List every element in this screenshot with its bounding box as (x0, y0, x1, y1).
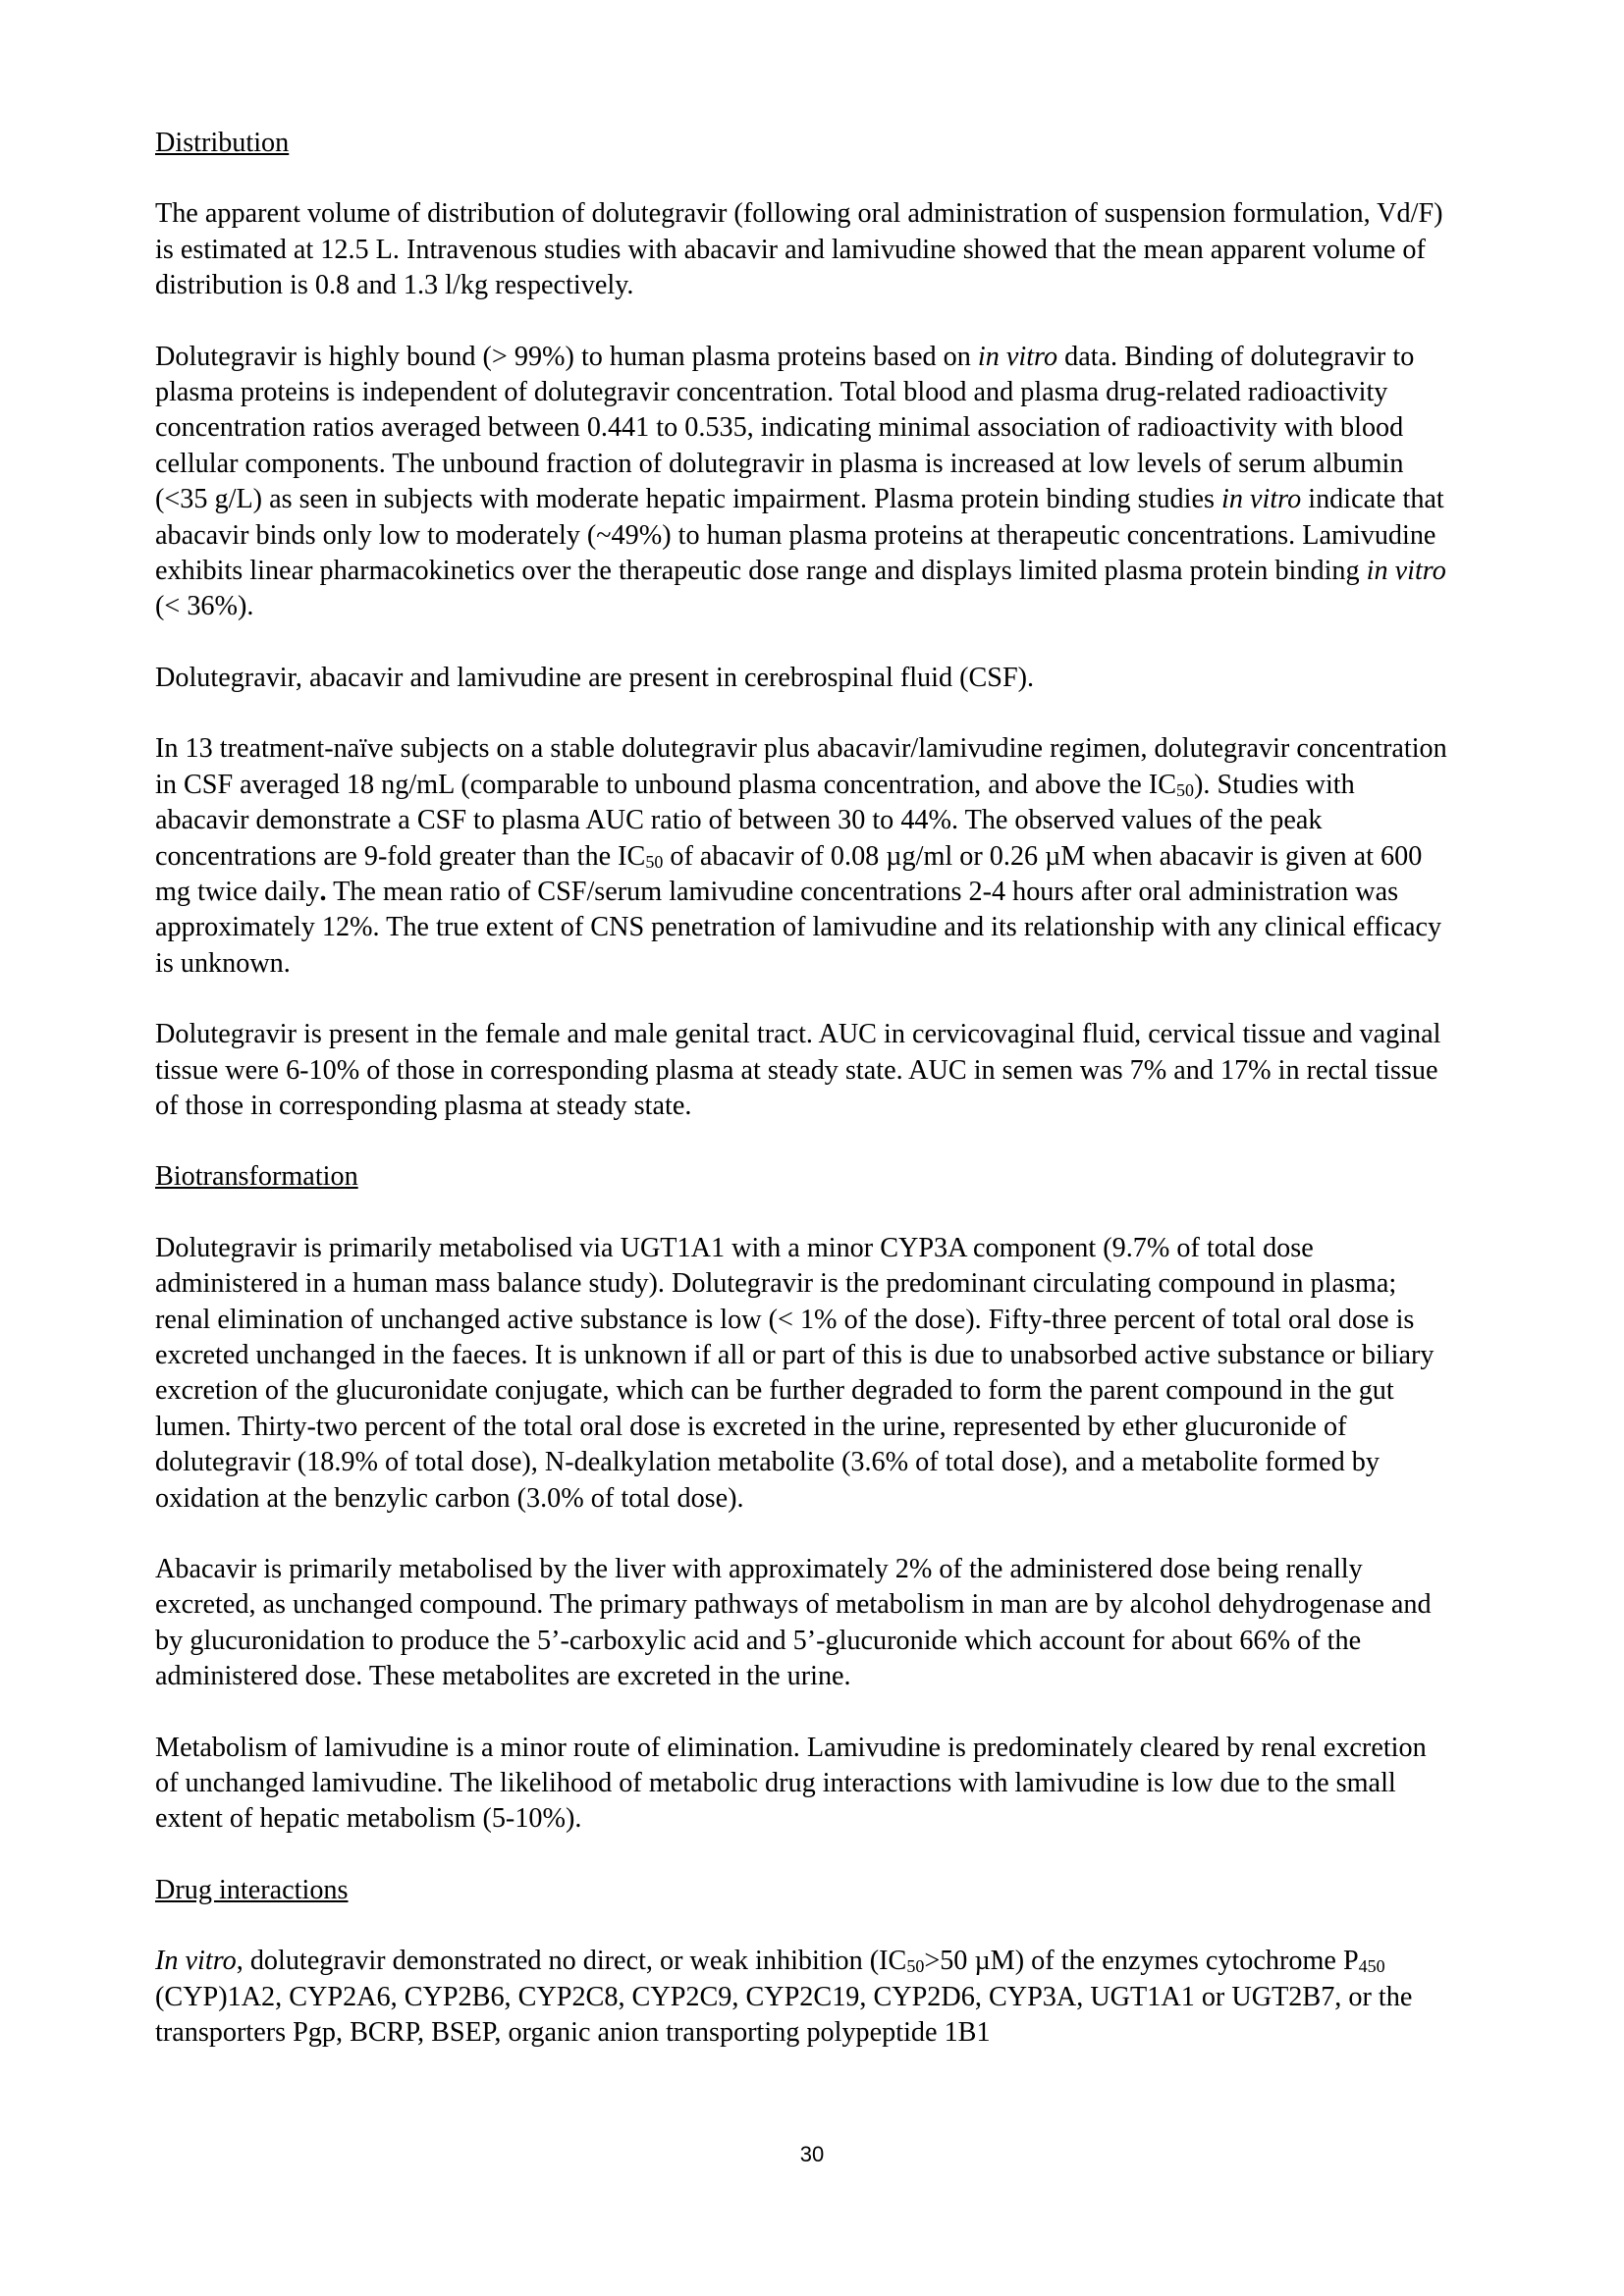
subscript: 50 (906, 1956, 925, 1977)
italic-text: in vitro (1221, 484, 1302, 515)
text-run: (CYP)1A2, CYP2A6, CYP2B6, CYP2C8, CYP2C9, CYP2C19, CYP2D6, CYP3A, UGT1A1 or UGT2B7, or the transporters Pgp, BCRP, BSEP, organic anion transporting polypeptide 1B1 (155, 1981, 1413, 2049)
text-run: indicate that abacavir binds only low to moderately (~49%) to human plasma proteins at therapeutic concentrations. Lamivudine exhibits linear pharmacokinetics over the therapeutic dose range and displays limited plasma protein binding (155, 484, 1444, 587)
subscript: 50 (1176, 779, 1195, 800)
section-heading-drug-interactions: Drug interactions (155, 1874, 349, 1905)
biotransformation-paragraph-3: Metabolism of lamivudine is a minor route of elimination. Lamivudine is predominately cleared by renal excretion of unchanged lamivudine. The likelihood of metabolic drug interactions with lamivudine is low due to the small extent of hepatic metabolism (5-10%). (155, 1732, 1427, 1835)
text-run: The mean ratio of CSF/serum lamivudine concentrations 2-4 hours after oral administration was approximately 12%. The true extent of CNS penetration of lamivudine and its relationship with any clinical efficacy is unknown. (155, 876, 1442, 979)
section-heading-biotransformation: Biotransformation (155, 1161, 358, 1193)
text-run: data. Binding of dolutegravir to plasma proteins is independent of dolutegravir concentration. Total blood and plasma drug-related radioactivity concentration ratios averaged between 0.441 to 0.535, indicating minimal association of radioactivity with blood cellular components. The unbound fraction of dolutegravir in plasma is increased at low levels of serum albumin (<35 g/L) as seen in subjects with moderate hepatic impairment. Plasma protein binding studies (155, 341, 1415, 515)
text-run: ). Studies with abacavir demonstrate a CSF to plasma AUC ratio of between 30 to 44%. The observed values of the peak concentrations are 9-fold greater than the IC (155, 769, 1355, 872)
italic-text: in vitro (977, 341, 1058, 372)
distribution-paragraph-2 (155, 340, 1451, 625)
distribution-paragraph-1: The apparent volume of distribution of dolutegravir (following oral administration of suspension formulation, Vd/F) is estimated at 12.5 L. Intravenous studies with abacavir and lamivudine showed that the mean apparent volume of distribution is 0.8 and 1.3 l/kg respectively. (155, 198, 1443, 301)
text-run: (< 36%). (155, 591, 254, 622)
distribution-paragraph-4 (155, 731, 1451, 982)
italic-text: In vitro (155, 1946, 237, 1977)
bold-text: . (319, 876, 327, 907)
subscript: 450 (1358, 1956, 1385, 1977)
section-heading-distribution: Distribution (155, 128, 290, 158)
biotransformation-paragraph-2: Abacavir is primarily metabolised by the liver with approximately 2% of the administered dose being renally excreted, as unchanged compound. The primary pathways of metabolism in man are by alcohol dehydrogenase and by glucuronidation to produce the 5’-carboxylic acid and 5’-glucuronide which account for about 66% of the administered dose. These metabolites are excreted in the urine. (155, 1554, 1432, 1692)
subscript: 50 (645, 851, 664, 872)
text-run: , dolutegravir demonstrated no direct, or weak inhibition (IC (236, 1946, 907, 1977)
text-run: In 13 treatment-naïve subjects on a stable dolutegravir plus abacavir/lamivudine regimen, dolutegravir concentration in CSF averaged 18 ng/mL (comparable to unbound plasma concentration, and above the IC (155, 733, 1447, 800)
distribution-paragraph-3: Dolutegravir, abacavir and lamivudine are present in cerebrospinal fluid (CSF). (155, 662, 1035, 693)
text-run: >50 µM) of the enzymes cytochrome P (924, 1946, 1359, 1977)
text-run: of abacavir of 0.08 µg/ml or 0.26 µM when abacavir is given at 600 mg twice daily (155, 840, 1423, 907)
italic-text: in vitro (1366, 556, 1446, 587)
page-number: 30 (799, 2142, 825, 2166)
drug-interactions-paragraph-1 (155, 1944, 1451, 2051)
distribution-paragraph-5: Dolutegravir is present in the female and male genital tract. AUC in cervicovaginal fluid, cervical tissue and vaginal tissue were 6-10% of those in corresponding plasma at steady state. AUC in semen was 7% and 17% in rectal tissue of those in corresponding plasma at steady state. (155, 1019, 1441, 1121)
document-page (155, 126, 1451, 2086)
text-run: Dolutegravir is highly bound (> 99%) to human plasma proteins based on (155, 341, 978, 372)
biotransformation-paragraph-1: Dolutegravir is primarily metabolised via UGT1A1 with a minor CYP3A component (9.7% of total dose administered in a human mass balance study). Dolutegravir is the predominant circulating compound in plasma; renal elimination of unchanged active substance is low (< 1% of the dose). Fifty-three percent of total oral dose is excreted unchanged in the faeces. It is unknown if all or part of this is due to unabsorbed active substance or biliary excretion of the glucuronidate conjugate, which can be further degraded to form the parent compound in the gut lumen. Thirty-two percent of the total oral dose is excreted in the urine, represented by ether glucuronide of dolutegravir (18.9% of total dose), N-dealkylation metabolite (3.6% of total dose), and a metabolite formed by oxidation at the benzylic carbon (3.0% of total dose). (155, 1232, 1435, 1514)
